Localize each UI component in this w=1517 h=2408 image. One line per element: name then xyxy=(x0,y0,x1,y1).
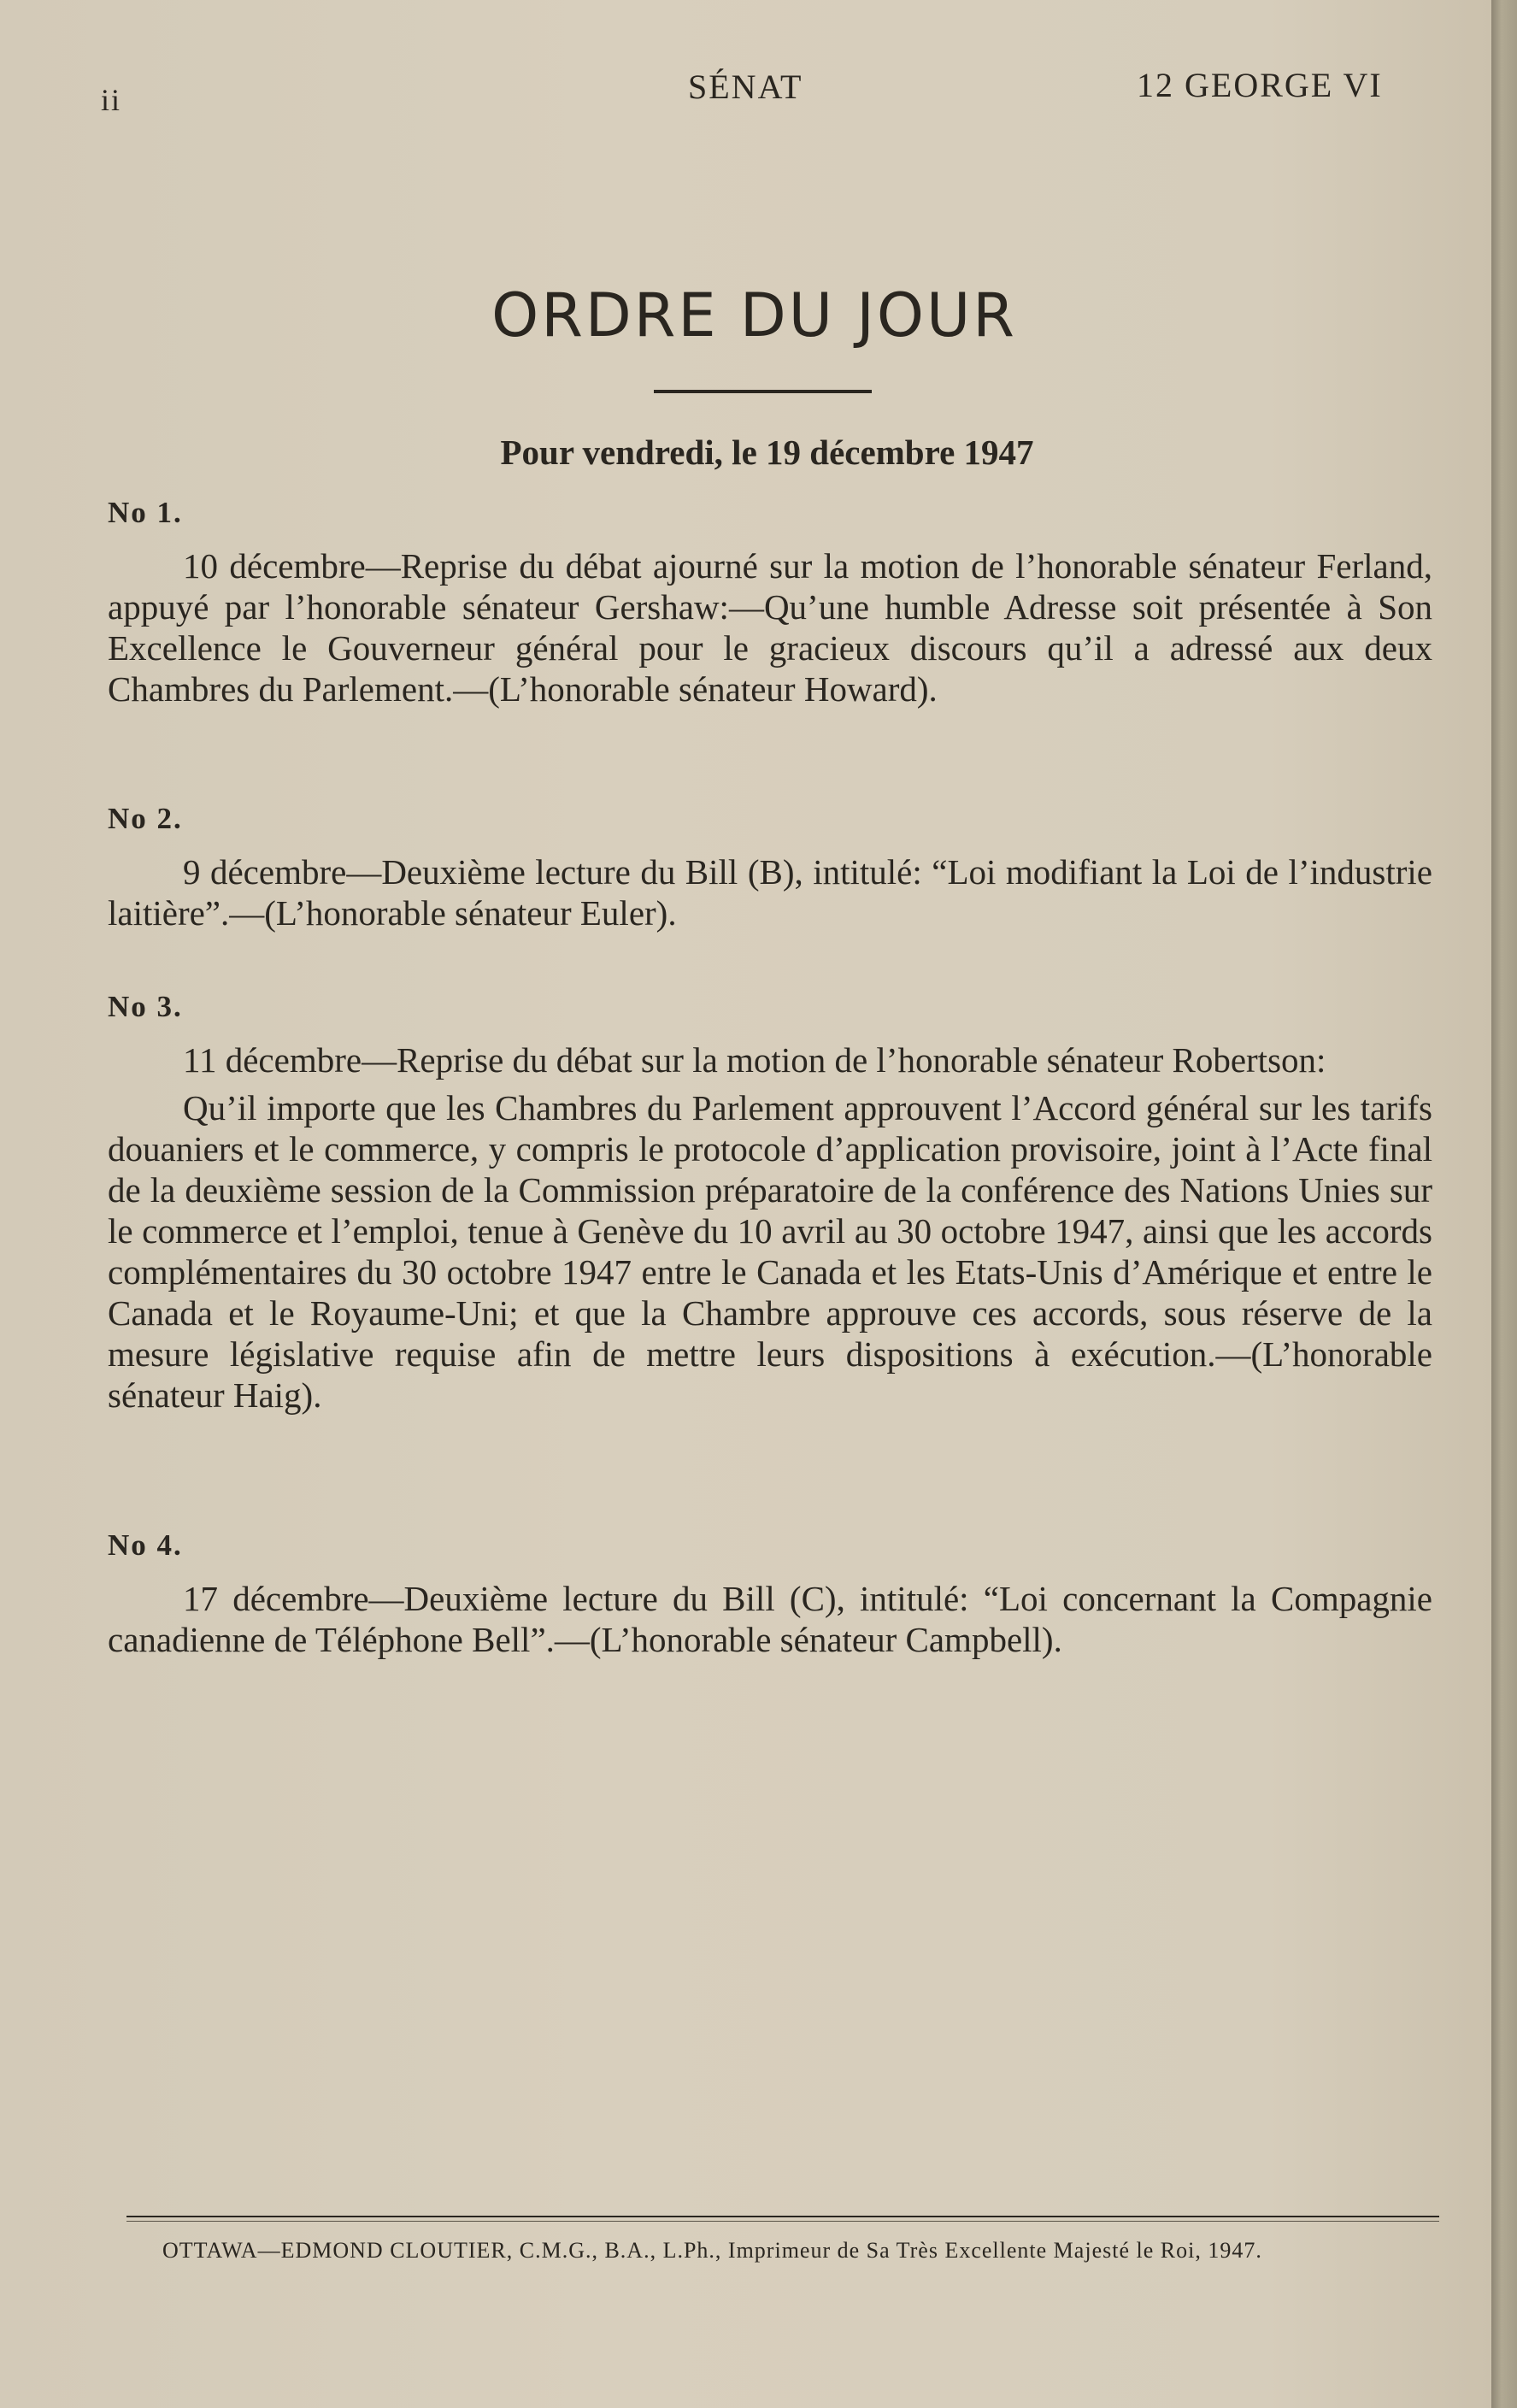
order-item-text: 10 décembre—Reprise du débat ajourné sur la motion de l’honorable sénateur Ferland, appuyé par l’honorable sénateur Gershaw:—Qu’une humble Adresse soit présentée à Son Excellence le Gouverneur général pour le gracieux discours qu’il a adressé aux deux Chambres du Parlement.—(L’honorable sénateur Howard). xyxy=(108,546,1432,709)
book-page-edge xyxy=(1491,0,1517,2408)
order-item-3 xyxy=(108,990,1432,1416)
order-item-number: No 1. xyxy=(108,496,183,529)
footer-rule-thin xyxy=(126,2221,1439,2222)
order-item-number: No 3. xyxy=(108,990,183,1023)
title-rule xyxy=(654,390,872,393)
order-item-text: 17 décembre—Deuxième lecture du Bill (C), intitulé: “Loi concernant la Compagnie canadienne de Téléphone Bell”.—(L’honorable sénateur Campbell). xyxy=(108,1579,1432,1659)
regnal-year: 12 GEORGE VI xyxy=(1137,66,1383,104)
order-item-number: No 4. xyxy=(108,1528,183,1562)
order-item-number: No 2. xyxy=(108,802,183,835)
printer-imprint: OTTAWA—EDMOND CLOUTIER, C.M.G., B.A., L.Ph., Imprimeur de Sa Très Excellente Majesté le Roi, 1947. xyxy=(162,2238,1262,2263)
page-title xyxy=(0,280,1517,350)
footer-rule xyxy=(126,2216,1439,2217)
page-title-text: ORDRE DU JOUR xyxy=(491,280,1017,350)
sitting-date-text: Pour vendredi, le 19 décembre 1947 xyxy=(500,433,1034,472)
house-name: SÉNAT xyxy=(688,68,803,106)
order-item-2 xyxy=(108,802,1432,933)
order-item-text: 11 décembre—Reprise du débat sur la motion de l’honorable sénateur Robertson: xyxy=(183,1040,1326,1080)
motion-text: Qu’il importe que les Chambres du Parlement approuvent l’Accord général sur les tarifs douaniers et le commerce, y compris le protocole d’application provisoire, joint à l’Acte final de la deuxième session de la Commission préparatoire de la conférence des Nations Unies sur le commerce et l’emploi, tenue à Genève du 10 avril au 30 octobre 1947, ainsi que les accords complémentaires du 30 octobre 1947 entre le Canada et les Etats-Unis d’Amérique et entre le Canada et le Royaume-Uni; et que la Chambre approuve ces accords, sous réserve de la mesure législative requise afin de mettre leurs dispositions à exécution.—(L’honorable sénateur Haig). xyxy=(108,1088,1432,1415)
order-item-1 xyxy=(108,496,1432,709)
running-head xyxy=(0,66,1491,117)
order-item-4 xyxy=(108,1528,1432,1660)
page-folio: ii xyxy=(101,83,122,117)
order-item-text: 9 décembre—Deuxième lecture du Bill (B), intitulé: “Loi modifiant la Loi de l’industrie laitière”.—(L’honorable sénateur Euler). xyxy=(108,852,1432,933)
sitting-date xyxy=(0,432,1517,473)
